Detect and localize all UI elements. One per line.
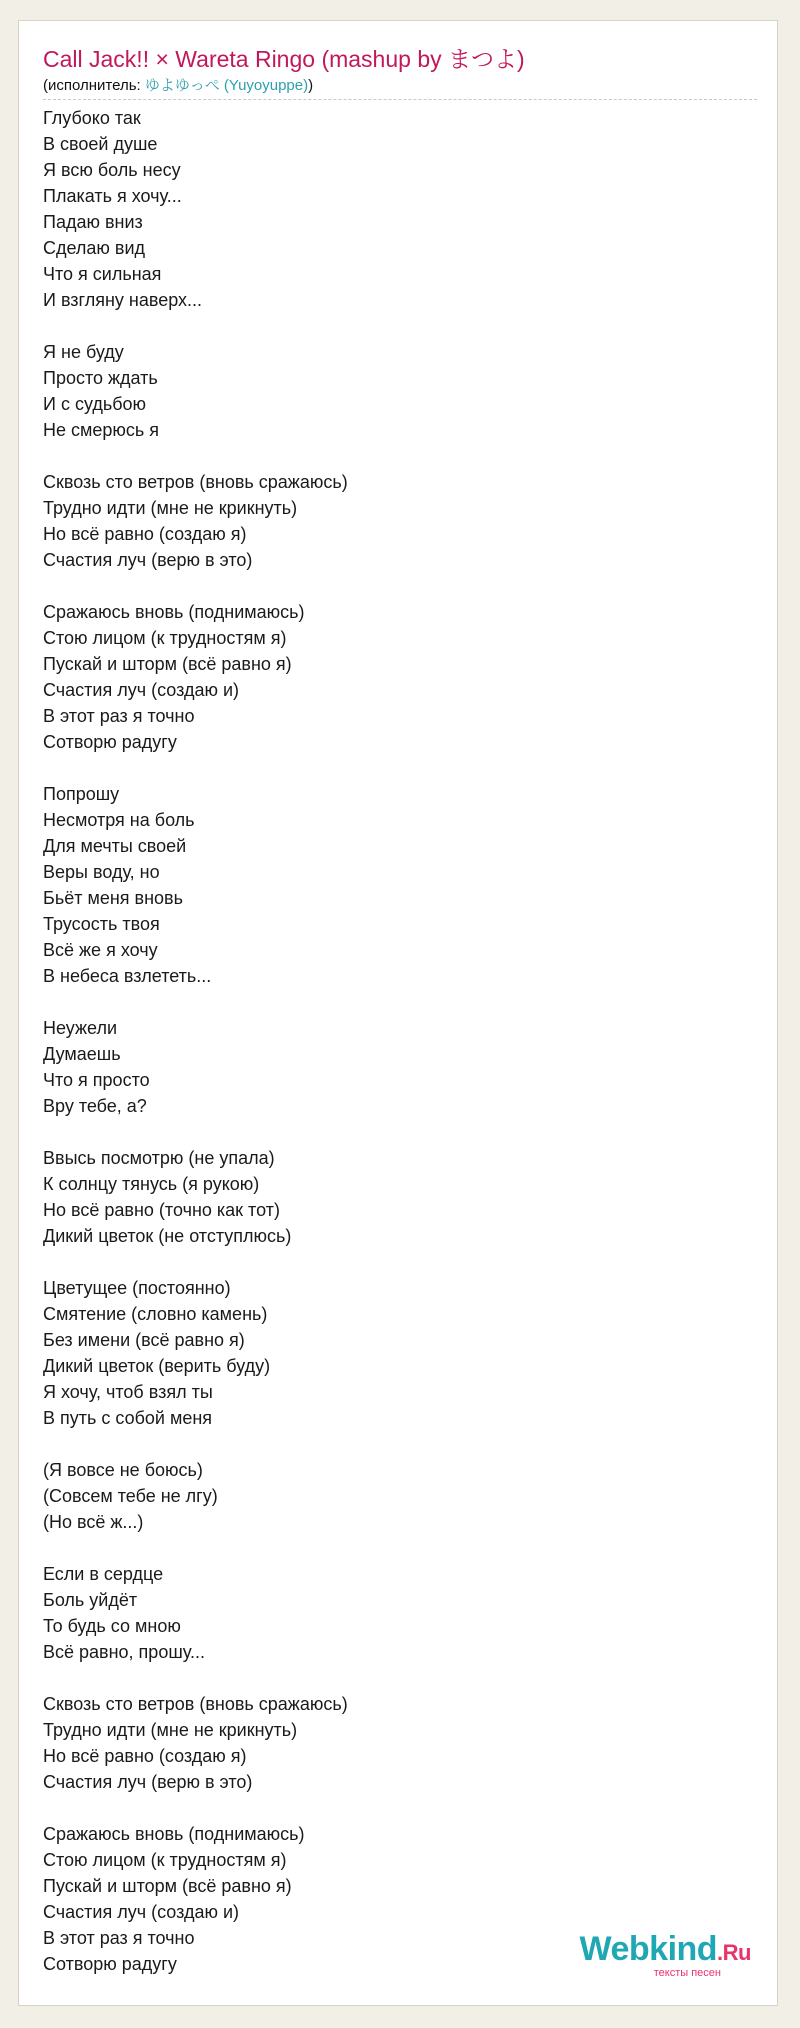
lyric-line: Стою лицом (к трудностям я) xyxy=(43,1850,287,1870)
lyrics-card xyxy=(18,20,778,2006)
lyric-line: Не смерюсь я xyxy=(43,420,160,440)
lyric-line: И с судьбою xyxy=(43,394,147,414)
lyric-line: Просто ждать xyxy=(43,368,158,388)
stanza-break xyxy=(43,1535,348,1561)
lyric-line: Без имени (всё равно я) xyxy=(43,1330,245,1350)
stanza-break xyxy=(43,1249,348,1275)
stanza-break xyxy=(43,573,348,599)
lyric-line: Сквозь сто ветров (вновь сражаюсь) xyxy=(43,472,348,492)
brand-name: Webkind xyxy=(579,1930,718,1968)
lyric-line: Трудно идти (мне не крикнуть) xyxy=(43,1720,298,1740)
lyric-line: (Совсем тебе не лгу) xyxy=(43,1486,218,1506)
stanza-break xyxy=(43,989,348,1015)
lyric-line: В этот раз я точно xyxy=(43,706,195,726)
lyric-line: Сражаюсь вновь (поднимаюсь) xyxy=(43,602,305,622)
brand-tld: .Ru xyxy=(717,1940,751,1965)
lyric-line: (Я вовсе не боюсь) xyxy=(43,1460,203,1480)
lyric-line: Боль уйдёт xyxy=(43,1590,138,1610)
performer-prefix: (исполнитель: xyxy=(43,77,145,94)
lyric-line: Сражаюсь вновь (поднимаюсь) xyxy=(43,1824,305,1844)
lyric-line: Плакать я хочу... xyxy=(43,186,182,206)
stanza-break xyxy=(43,1795,348,1821)
lyric-line: И взгляну наверх... xyxy=(43,290,203,310)
stanza-break xyxy=(43,1665,348,1691)
lyric-line: К солнцу тянусь (я рукою) xyxy=(43,1174,260,1194)
lyric-line: В путь с собой меня xyxy=(43,1408,213,1428)
lyric-line: Сотворю радугу xyxy=(43,732,177,752)
song-title: Call Jack!! × Wareta Ringo (mashup by まつよ) xyxy=(43,46,525,72)
lyric-line: Бьёт меня вновь xyxy=(43,888,183,908)
stanza-break xyxy=(43,313,348,339)
lyric-line: Трудно идти (мне не крикнуть) xyxy=(43,498,298,518)
lyric-line: Попрошу xyxy=(43,784,120,804)
lyric-line: Падаю вниз xyxy=(43,212,143,232)
lyric-line: Ввысь посмотрю (не упала) xyxy=(43,1148,275,1168)
lyric-line: Если в сердце xyxy=(43,1564,164,1584)
lyric-line: Я не буду xyxy=(43,342,124,362)
lyric-line: Веры воду, но xyxy=(43,862,160,882)
performer-link[interactable]: ゆよゆっぺ (Yuyoyuppe) xyxy=(144,77,309,94)
lyric-line: Дикий цветок (не отступлюсь) xyxy=(43,1226,292,1246)
lyric-line: В этот раз я точно xyxy=(43,1928,195,1948)
lyric-line: Всё же я хочу xyxy=(43,940,158,960)
lyric-line: Счастия луч (верю в это) xyxy=(43,1772,253,1792)
lyric-line: Сделаю вид xyxy=(43,238,146,258)
lyric-line: Но всё равно (создаю я) xyxy=(43,524,247,544)
stanza-break xyxy=(43,1431,348,1457)
brand-tagline: тексты песен xyxy=(653,1967,721,1979)
lyric-line: Несмотря на боль xyxy=(43,810,195,830)
lyric-line: В своей душе xyxy=(43,134,158,154)
stanza-break xyxy=(43,755,348,781)
lyric-line: Стою лицом (к трудностям я) xyxy=(43,628,287,648)
lyric-line: Неужели xyxy=(43,1018,118,1038)
lyric-line: (Но всё ж...) xyxy=(43,1512,144,1532)
lyric-line: Глубоко так xyxy=(43,108,141,128)
lyric-line: В небеса взлететь... xyxy=(43,966,212,986)
lyric-line: Дикий цветок (верить буду) xyxy=(43,1356,271,1376)
lyric-line: Счастия луч (создаю и) xyxy=(43,1902,240,1922)
lyric-line: Сквозь сто ветров (вновь сражаюсь) xyxy=(43,1694,348,1714)
webkind-logo xyxy=(580,1932,752,1979)
lyric-line: Сотворю радугу xyxy=(43,1954,177,1974)
lyric-line: Что я просто xyxy=(43,1070,150,1090)
lyric-line: Но всё равно (создаю я) xyxy=(43,1746,247,1766)
stanza-break xyxy=(43,443,348,469)
stanza-break xyxy=(43,1119,348,1145)
lyrics-body xyxy=(43,105,348,1977)
lyric-line: Пускай и шторм (всё равно я) xyxy=(43,1876,292,1896)
lyric-line: Счастия луч (создаю и) xyxy=(43,680,240,700)
lyric-line: Цветущее (постоянно) xyxy=(43,1278,231,1298)
performer-line xyxy=(43,74,757,100)
lyric-line: Счастия луч (верю в это) xyxy=(43,550,253,570)
lyric-line: Пускай и шторм (всё равно я) xyxy=(43,654,292,674)
lyric-line: Что я сильная xyxy=(43,264,162,284)
lyric-line: Вру тебе, а? xyxy=(43,1096,147,1116)
lyric-line: То будь со мною xyxy=(43,1616,181,1636)
lyric-line: Трусость твоя xyxy=(43,914,160,934)
lyric-line: Всё равно, прошу... xyxy=(43,1642,205,1662)
lyric-line: Думаешь xyxy=(43,1044,121,1064)
performer-suffix: ) xyxy=(308,77,314,94)
lyric-line: Для мечты своей xyxy=(43,836,187,856)
lyric-line: Но всё равно (точно как тот) xyxy=(43,1200,280,1220)
lyric-line: Я хочу, чтоб взял ты xyxy=(43,1382,213,1402)
lyric-line: Смятение (словно камень) xyxy=(43,1304,268,1324)
lyric-line: Я всю боль несу xyxy=(43,160,181,180)
